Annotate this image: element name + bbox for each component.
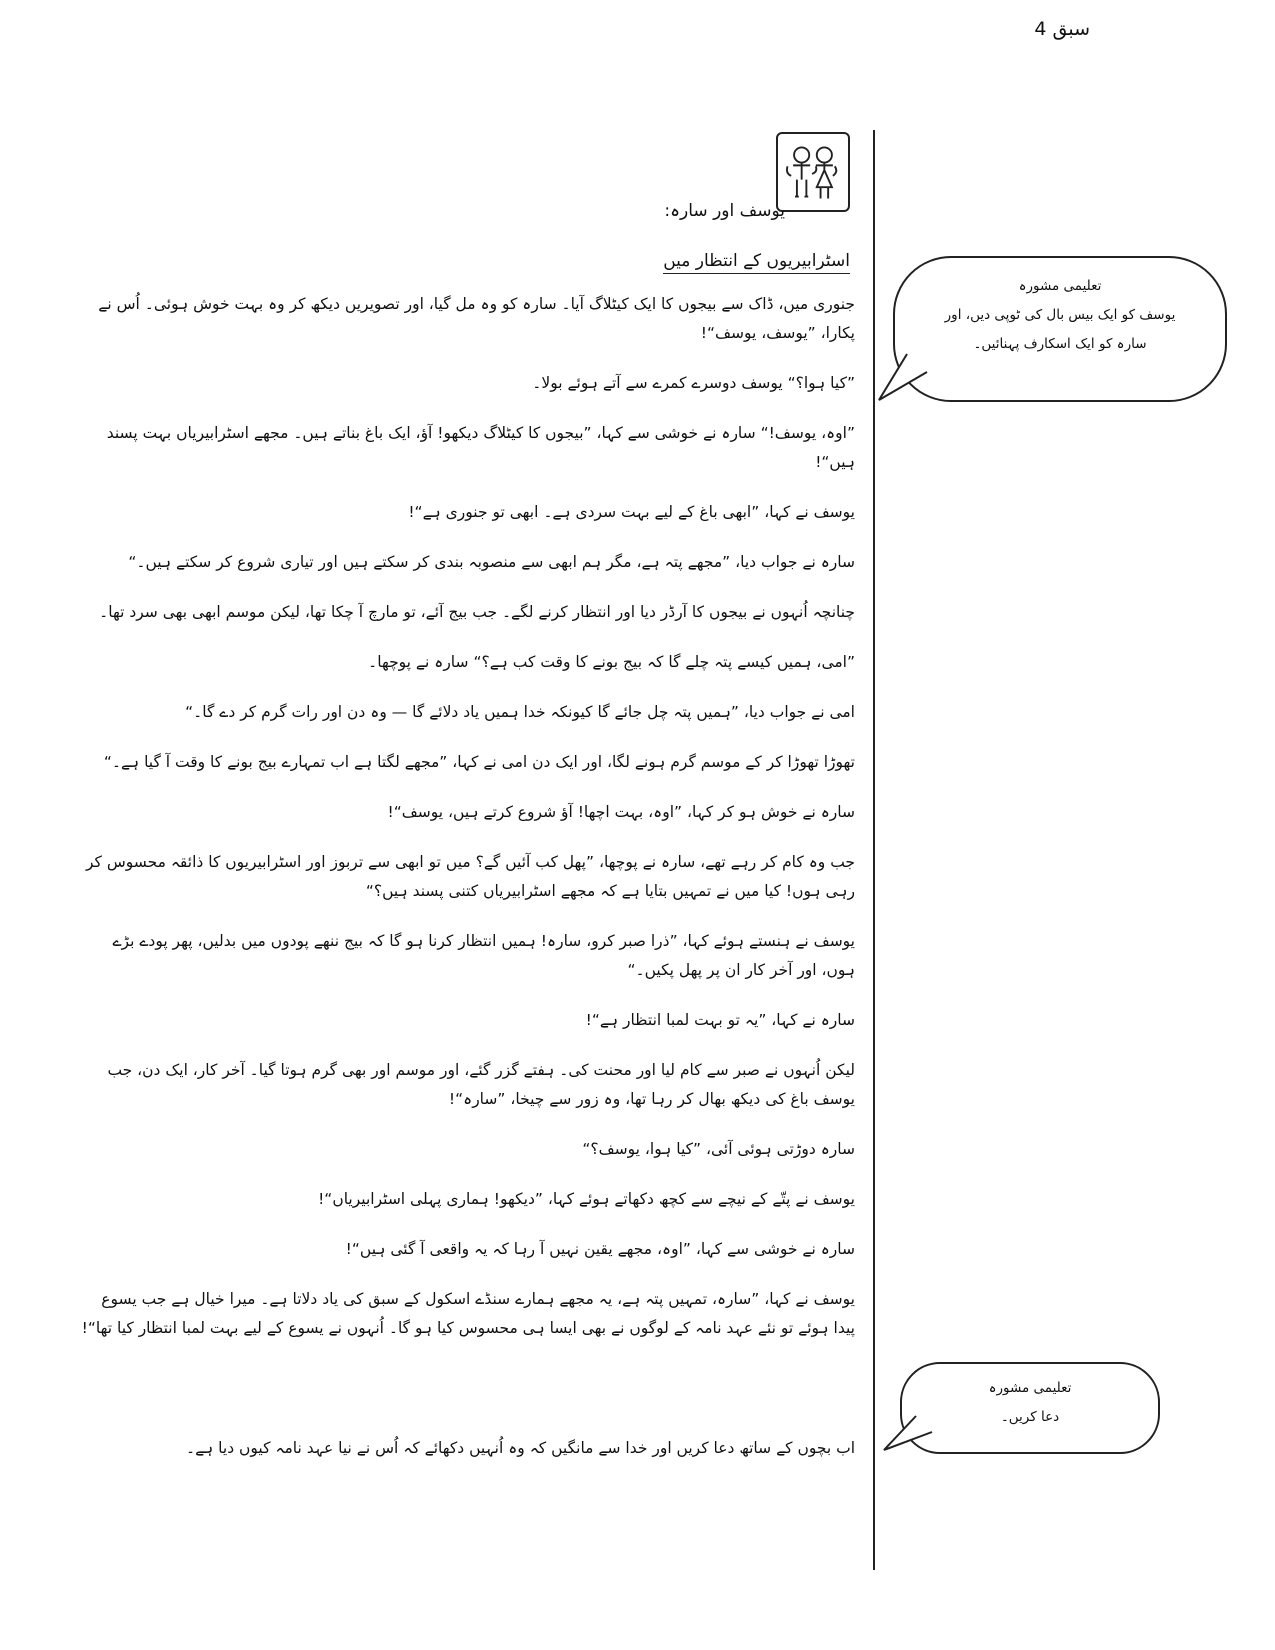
story-paragraph: جب وہ کام کر رہے تھے، سارہ نے پوچھا، ”پھل کب آئیں گے؟ میں تو ابھی سے تربوز اور اسٹرابیریوں کا ذائقہ محسوس کر رہی ہوں! کیا میں نے تمہیں بتایا ہے کہ مجھے اسٹرابیریاں کتنی پسند ہیں؟“ bbox=[86, 853, 855, 900]
teaching-tip-title: تعلیمی مشورہ bbox=[988, 1380, 1072, 1396]
children-story-icon bbox=[776, 132, 850, 212]
lesson-title bbox=[560, 250, 850, 271]
speech-bubble-tail bbox=[891, 354, 931, 394]
speech-bubble-tail bbox=[898, 1416, 938, 1456]
story-paragraph: جنوری میں، ڈاک سے بیجوں کا ایک کیٹلاگ آیا۔ سارہ کو وہ مل گیا، اور تصویریں دیکھ کر وہ بہت خوش ہوئی۔ اُس نے پکارا، ”یوسف، یوسف“! bbox=[98, 295, 855, 342]
story-paragraph: سارہ نے جواب دیا، ”مجھے پتہ ہے، مگر ہم ابھی سے منصوبہ بندی کر سکتے ہیں اور تیاری شروع کر سکتے ہیں۔“ bbox=[128, 553, 855, 571]
teaching-tip-bubble bbox=[893, 256, 1227, 402]
teaching-tip-bubble bbox=[900, 1362, 1160, 1454]
teaching-tip-text: یوسف کو ایک بیس بال کی ٹوپی دیں، اور سارہ کو ایک اسکارف پہنائیں۔ bbox=[944, 307, 1176, 352]
lesson-title-text: اسٹرابیریوں کے انتظار میں bbox=[663, 251, 850, 274]
story-paragraph: یوسف نے کہا، ”سارہ، تمہیں پتہ ہے، یہ مجھے ہمارے سنڈے اسکول کے سبق کی یاد دلاتا ہے۔ میرا خیال ہے جب یسوع پیدا ہوئے تو نئے عہد نامہ کے لوگوں نے بھی ایسا ہی محسوس کیا ہو گا۔ اُنہوں نے یسوع کے لیے بہت لمبا انتظار کیا تھا“! bbox=[81, 1290, 855, 1337]
story-paragraph: سارہ نے خوشی سے کہا، ”اوہ، مجھے یقین نہیں آ رہا کہ یہ واقعی آ گئی ہیں“! bbox=[345, 1240, 855, 1258]
story-paragraph: ”اوہ، یوسف!“ سارہ نے خوشی سے کہا، ”بیجوں کا کیٹلاگ دیکھو! آؤ، ایک باغ بناتے ہیں۔ مجھے اسٹرابیریاں بہت پسند ہیں“! bbox=[106, 424, 855, 471]
story-title: یوسف اور سارہ: bbox=[664, 201, 785, 221]
story-paragraph: سارہ نے کہا، ”یہ تو بہت لمبا انتظار ہے“! bbox=[585, 1011, 855, 1029]
closing-prayer-text: اب بچوں کے ساتھ دعا کریں اور خدا سے مانگیں کہ وہ اُنہیں دکھائے کہ اُس نے نیا عہد نامہ کیوں دیا ہے۔ bbox=[185, 1439, 855, 1457]
story-paragraph: سارہ دوڑتی ہوئی آئی، ”کیا ہوا، یوسف؟“ bbox=[582, 1140, 855, 1158]
story-paragraph: یوسف نے پتّے کے نیچے سے کچھ دکھاتے ہوئے کہا، ”دیکھو! ہماری پہلی اسٹرابیریاں“! bbox=[318, 1190, 855, 1208]
story-paragraph: ”امی، ہمیں کیسے پتہ چلے گا کہ بیج بونے کا وقت کب ہے؟“ سارہ نے پوچھا۔ bbox=[368, 653, 855, 671]
story-paragraph: ”کیا ہوا؟“ یوسف دوسرے کمرے سے آتے ہوئے بولا۔ bbox=[532, 374, 855, 392]
story-paragraph: چنانچہ اُنہوں نے بیجوں کا آرڈر دیا اور انتظار کرنے لگے۔ جب بیج آئے، تو مارچ آ چکا تھا، لیکن موسم ابھی بھی سرد تھا۔ bbox=[99, 603, 855, 621]
teaching-tip-title: تعلیمی مشورہ bbox=[1018, 278, 1102, 294]
story-paragraph: لیکن اُنہوں نے صبر سے کام لیا اور محنت کی۔ ہفتے گزر گئے، اور موسم اور بھی گرم ہوتا گیا۔ آخر کار، ایک دن، جب یوسف باغ کی دیکھ بھال کر رہا تھا، وہ زور سے چیخا، ”سارہ“! bbox=[107, 1061, 855, 1108]
story-paragraph: سارہ نے خوش ہو کر کہا، ”اوہ، بہت اچھا! آؤ شروع کرتے ہیں، یوسف“! bbox=[387, 803, 855, 821]
story-paragraph: یوسف نے کہا، ”ابھی باغ کے لیے بہت سردی ہے۔ ابھی تو جنوری ہے“! bbox=[408, 503, 855, 521]
margin-divider bbox=[873, 130, 875, 1570]
story-paragraph: امی نے جواب دیا، ”ہمیں پتہ چل جائے گا کیونکہ خدا ہمیں یاد دلائے گا — وہ دن اور رات گرم کر دے گا۔“ bbox=[185, 703, 855, 721]
story-body bbox=[80, 290, 855, 1364]
story-paragraph: تھوڑا تھوڑا کر کے موسم گرم ہونے لگا، اور ایک دن امی نے کہا، ”مجھے لگتا ہے اب تمہارے بیج بونے کا وقت آ گیا ہے۔“ bbox=[103, 753, 855, 771]
teaching-tip-text: دعا کریں۔ bbox=[1000, 1409, 1060, 1425]
page-number: سبق 4 bbox=[1034, 18, 1090, 40]
story-paragraph: یوسف نے ہنستے ہوئے کہا، ”ذرا صبر کرو، سارہ! ہمیں انتظار کرنا ہو گا کہ بیج ننھے پودوں میں بدلیں، پھر پودے بڑے ہوں، اور آخر کار ان پر پھل پکیں۔“ bbox=[112, 932, 855, 979]
